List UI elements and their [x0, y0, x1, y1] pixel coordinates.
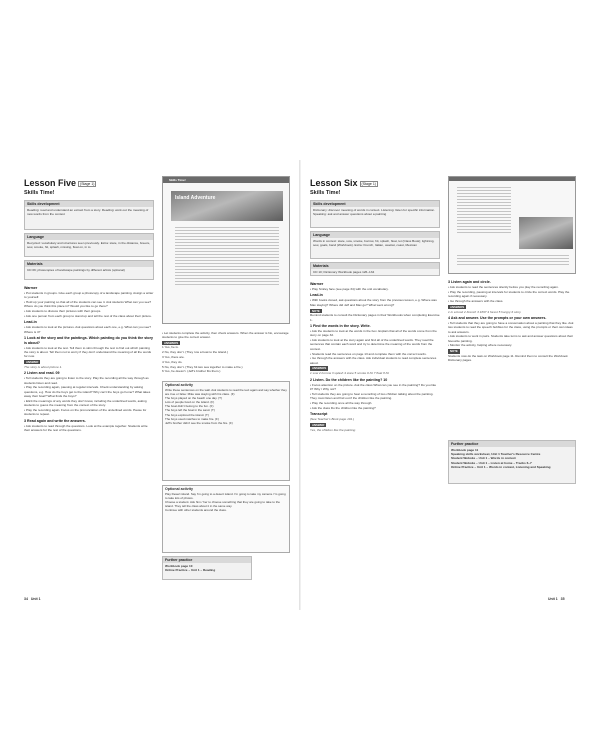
- left-s3-head: 3 Read again and write the answers.: [24, 418, 86, 423]
- left-language-box: [24, 233, 154, 257]
- right-page-number: 35: [560, 597, 565, 601]
- right-fp-head: Further practice: [449, 441, 575, 447]
- left-inner-answer: 3 Yes, there are.: [162, 354, 185, 359]
- left-opt2-item: Continue with other students around the class.: [165, 508, 227, 513]
- right-s2-answer: Yes, the children like the painting.: [310, 427, 357, 432]
- left-inner-answer: 2 No, they don't. (They row a boat to the island.): [162, 350, 228, 355]
- right-s2-item: • Tell students they are going to hear a recording of two children talking about the painting. They must listen and find out if the children like the painting.: [310, 392, 440, 401]
- right-s4-item: • Ask students to work in pairs. Students take turns to ask and answer questions about their favourite painting.: [448, 334, 576, 343]
- right-s2-head: 2 Listen. Do the children like the painting? 10: [310, 377, 388, 382]
- left-skills-box: [24, 200, 154, 230]
- left-opt1-item: The boys used matches to make fire. (F): [165, 416, 219, 421]
- left-inner-answer: 4 Yes, they do.: [162, 359, 183, 364]
- left-inner-intro: • Let students complete the activity, then check answers. When the answer is No, encourage students to give the correct answer.: [162, 331, 290, 340]
- right-s3-head: 3 Listen again and circle.: [448, 280, 491, 284]
- left-warmer-item: • Put students in groups. Give each group a photocopy of a landscape painting. Assign a writer to yourself.: [24, 291, 154, 300]
- painting-picture: [519, 217, 573, 249]
- right-fp-body: [449, 447, 575, 470]
- left-language-box-body: Recycled: vocabulary and structures seen previously. Extra: stare, in the distance, breeze, sow, smoke, hit, splash, missing, float on, in to: [27, 241, 151, 250]
- left-opt1-item: The boat didn't belong to the fun. (F): [165, 404, 214, 409]
- right-thumb-text-lines: [453, 185, 515, 235]
- left-opt2-head: Optional activity: [165, 487, 193, 491]
- left-inner-answer: 6 Yes, he doesn't. (Jeff's brother fits them.): [162, 369, 221, 374]
- left-opt1-item: The boys played on the beach one day. (T): [165, 396, 222, 401]
- left-leadin-item: • Ask students to look at the pictures. Ask questions about each one, e.g. What can you see? Where is it?: [24, 325, 154, 334]
- left-s1-answer: The story is about picture 1.: [24, 364, 63, 369]
- left-stage-badge: (Stage 1): [80, 181, 95, 186]
- right-page-footer: [548, 597, 565, 601]
- left-s3-item: • Ask students to read through the questions. Look at the example together. Students write their answers for the rest of the questions.: [24, 424, 154, 433]
- right-leadin-head: Lead-in: [310, 293, 323, 298]
- right-skills-title: Skills Time!: [310, 190, 341, 196]
- right-inner-note: Students now do the task on Workbook page 11. Remind them to consult the Workbook Dictionary pages.: [448, 354, 568, 363]
- left-warmer-item: • Hold up your painting so that all of the students can see it. Ask students What can you see? Where do you think this place is? Would you like to go there?: [24, 300, 154, 309]
- right-s1-answers: 1 sow 2 borrow 3 splash 4 stare 5 smoke 6 hit 7 float 8 hit: [310, 371, 389, 376]
- right-inner-answers-tag: ANSWERS: [450, 304, 465, 309]
- right-s3-answers: 1 in a book 2 French 3 1897 4 forest 5 hungry 6 story: [448, 309, 521, 314]
- left-page-footer: [24, 597, 41, 601]
- left-fp-head: Further practice: [163, 557, 251, 563]
- right-fp-item: Student Website – Unit 1 – Words in context: [451, 456, 516, 461]
- right-skills-box: [310, 200, 440, 228]
- left-leadin-head: Lead-in: [24, 320, 37, 325]
- left-opt2-item: Choose a student. Ask him / her to choose something that they are going to take to the island. They tell the class about it in the same way.: [165, 500, 280, 509]
- left-thumb-header: [163, 177, 289, 183]
- right-s1-item: • Go through the answers with the class. Ask individual students to read complete sentences aloud.: [310, 356, 440, 365]
- right-language-box-head: Language: [311, 232, 439, 238]
- right-s3-item: • Go through the answers with the class.: [448, 299, 576, 303]
- right-s4-item: • Monitor the activity, helping where necessary.: [448, 343, 576, 347]
- right-fp-item: Student Website – Unit 1 – Listen at home – Tracks 6–7: [451, 460, 532, 465]
- right-lesson-title-text: Lesson Six: [310, 178, 358, 188]
- right-s3-item: • Play the recording, pausing at intervals for students to circle the correct words. Play the recording again if necessary.: [448, 290, 576, 299]
- left-page-number: 34: [24, 597, 28, 601]
- left-unit-label: Unit 1: [30, 597, 41, 601]
- right-s4-item: • Tell students that they are going to have a conversation about a painting that they like. Ask two students to read the speech bubbles for the class, using the prompts or their own ideas to ask answers.: [448, 321, 576, 334]
- left-materials-box: [24, 260, 154, 280]
- page-fold: [299, 160, 301, 610]
- left-fp-item: Online Practice – Unit 1 – Reading: [165, 568, 216, 573]
- left-lesson-title: [24, 178, 96, 188]
- right-note-tag: NOTE: [312, 308, 320, 313]
- right-answers-tag: ANSWERS: [312, 366, 327, 371]
- left-inner-answer: 5 No, they don't. (They hit two sea together to make a fire.): [162, 364, 243, 369]
- right-language-box-body: Words in context: stare, sow, smoke, borrow, hit, splash, float, let (Class Book); lightning, sow, goals, band (Workbook). Extra: French, Italian, osaciat, coast, Mexican: [313, 239, 435, 248]
- left-s2-item: • Elicit the meanings of any words they don't know, including the underlined words, asking students to guess the meaning from the context of the story.: [24, 399, 154, 408]
- right-main-column: [310, 280, 440, 432]
- left-lesson-title-text: Lesson Five: [24, 178, 77, 188]
- right-stage-badge: (Stage 1): [361, 181, 376, 186]
- left-opt1-item: Write these sentences on the wall. Ask students to read the text again and say whether they are true or false: Mike was staying with his class. (F): [165, 388, 287, 397]
- left-fp-item: Workbook page 10: [165, 564, 193, 568]
- left-skills-box-body: Reading: read and understand an extract from a story. Reading: work out the meaning of new words from the context: [27, 208, 149, 217]
- left-inner-answers-tag: ANSWERS: [164, 340, 179, 345]
- right-leadin-item: • With books closed, ask questions about the story from the previous lesson, e.g. Where was Max staying? Where did Jeff and Max go? What went wrong?: [310, 298, 440, 307]
- right-fp-item: Online Practice – Unit 1 – Words in context, Listening and Speaking: [451, 464, 551, 469]
- right-s3-item: • Ask students to read the sentences silently before you play the recording again.: [448, 285, 576, 289]
- right-s2-item: • Focus attention on the picture. Ask the class What can you see in the painting? Do you like it? Why / Why not?: [310, 383, 440, 392]
- right-s1-item: • Ask students to look at the story again and find all of the underlined words. They read the sentences that contain each word and try to determine the meaning of the words from the context.: [310, 338, 440, 351]
- right-language-box: [310, 231, 440, 259]
- right-materials-box-body: CD 10; Dictionary Workbook pages 126–134: [313, 270, 375, 274]
- left-s1-item: • Ask students to look at the text. Tell them to skim through the text to find out which painting the story is about. Tell them not to worry if they don't understand the meaning of all the words for now.: [24, 346, 154, 359]
- left-s2-head: 2 Listen and read. 09: [24, 371, 60, 376]
- left-warmer-item: • Ask one person from each group to stand up and tell the rest of the class about their picture.: [24, 314, 154, 318]
- left-classbook-thumbnail: [162, 176, 290, 324]
- right-classbook-thumbnail: [448, 176, 576, 274]
- left-s2-item: • Play the recording again. Focus on the pronunciation of the underlined words. Pause for students to repeat.: [24, 408, 154, 417]
- right-skills-box-head: Skills development: [311, 201, 439, 207]
- right-transcript: (See Teacher's Book page 101.): [310, 417, 355, 421]
- right-s1-item: • Ask the students to look at the words in the box. Explain that all of the words come from the story on page 32.: [310, 329, 440, 338]
- right-s1-item: • Students read the sentences on page 13 and complete them with the correct words.: [310, 352, 440, 356]
- story-title: Island Adventure: [175, 195, 216, 201]
- left-main-column: [24, 284, 154, 433]
- right-unit-label: Unit 1: [548, 597, 558, 601]
- left-answer-tag: ANSWER: [26, 360, 39, 365]
- left-opt1-head: Optional activity: [165, 383, 193, 387]
- right-lesson-title: [310, 178, 378, 188]
- left-language-box-head: Language: [25, 234, 153, 240]
- right-answer-tag: ANSWER: [312, 422, 325, 427]
- right-s2-item: • Play the recording once all the way through.: [310, 401, 440, 405]
- left-opt1-body: [163, 388, 289, 425]
- right-s2-item: • Ask the class Do the children like the painting?: [310, 406, 440, 410]
- left-skills-box-head: Skills development: [25, 201, 153, 207]
- right-fp-item: Workbook page 11: [451, 448, 479, 452]
- right-further-practice: [448, 440, 576, 484]
- right-fp-item: Speaking skills worksheet, Unit 1 Teacher's Resource Centre: [451, 452, 541, 457]
- right-transcript-head: Transcript: [310, 411, 328, 416]
- left-warmer-head: Warmer: [24, 286, 38, 290]
- right-thumb-header: [449, 177, 575, 181]
- right-inner-column: [448, 278, 576, 363]
- left-skills-title: Skills Time!: [24, 190, 55, 196]
- left-opt2-body: [163, 492, 289, 512]
- right-warmer-head: Warmer: [310, 282, 324, 286]
- right-s1-head: 1 Find the words in the story. Write.: [310, 323, 371, 328]
- right-materials-box: [310, 262, 440, 276]
- left-optional-activity-2: [162, 485, 290, 553]
- left-further-practice: [162, 556, 252, 580]
- book-spread: [20, 160, 580, 610]
- left-fp-body: [163, 563, 251, 573]
- left-inner-column: [162, 330, 290, 374]
- right-thumb-bubbles: [453, 253, 573, 267]
- right-s4-head: 4 Ask and answer. Use the prompts or your own answers.: [448, 315, 547, 320]
- right-materials-box-head: Materials: [311, 263, 439, 269]
- left-s2-item: • Tell students they are going to listen to the story. Play the recording all the way through as students listen and read.: [24, 376, 154, 385]
- left-materials-box-head: Materials: [25, 261, 153, 267]
- right-warmer-item: • Play Smiley face (see page 34) with the unit vocabulary.: [310, 287, 440, 291]
- left-opt1-item: The boys left the boat in the sand. (T): [165, 408, 215, 413]
- left-inner-answer: 1 Yes, he is.: [162, 345, 179, 350]
- left-opt2-item: Play Desert island. Say I'm going to a desert island. I'm going to take my camera. I'm going to take lots of photos.: [165, 492, 286, 501]
- left-opt1-item: The boys explored the island. (T): [165, 412, 209, 417]
- left-optional-activity-1: [162, 381, 290, 481]
- left-materials-box-body: CD 09; photocopies of landscape paintings by different artists (optional): [27, 268, 125, 272]
- right-inner-note-tag: NOTE: [450, 349, 458, 354]
- right-note: Remind students to consult the Dictionary pages in their Workbooks when completing Exercise 1.: [310, 313, 440, 322]
- left-thumb-text-lines: [171, 225, 283, 287]
- left-opt1-item: Lots of people lived on the island. (F): [165, 400, 215, 405]
- left-opt1-item: Jeff's brother didn't see the smoke from the fire. (F): [165, 420, 233, 425]
- left-thumb-header-text: Skills Time!: [169, 178, 186, 182]
- left-s1-head: 1 Look at the story and the paintings. Which painting do you think the story is about?: [24, 336, 153, 345]
- left-warmer-item: • Ask students to discuss their pictures with their groups.: [24, 309, 154, 313]
- left-s2-item: • Play the recording again, pausing at regular intervals. Check understanding by asking questions, e.g. How do the boys get to the island? Why can't the boys go home? What takes away their boat? What finds the boys?: [24, 385, 154, 398]
- right-skills-box-body: Dictionary: discover meaning of words in context. Listening: listen for specific information. Speaking: ask and answer questions about a painting: [313, 208, 436, 217]
